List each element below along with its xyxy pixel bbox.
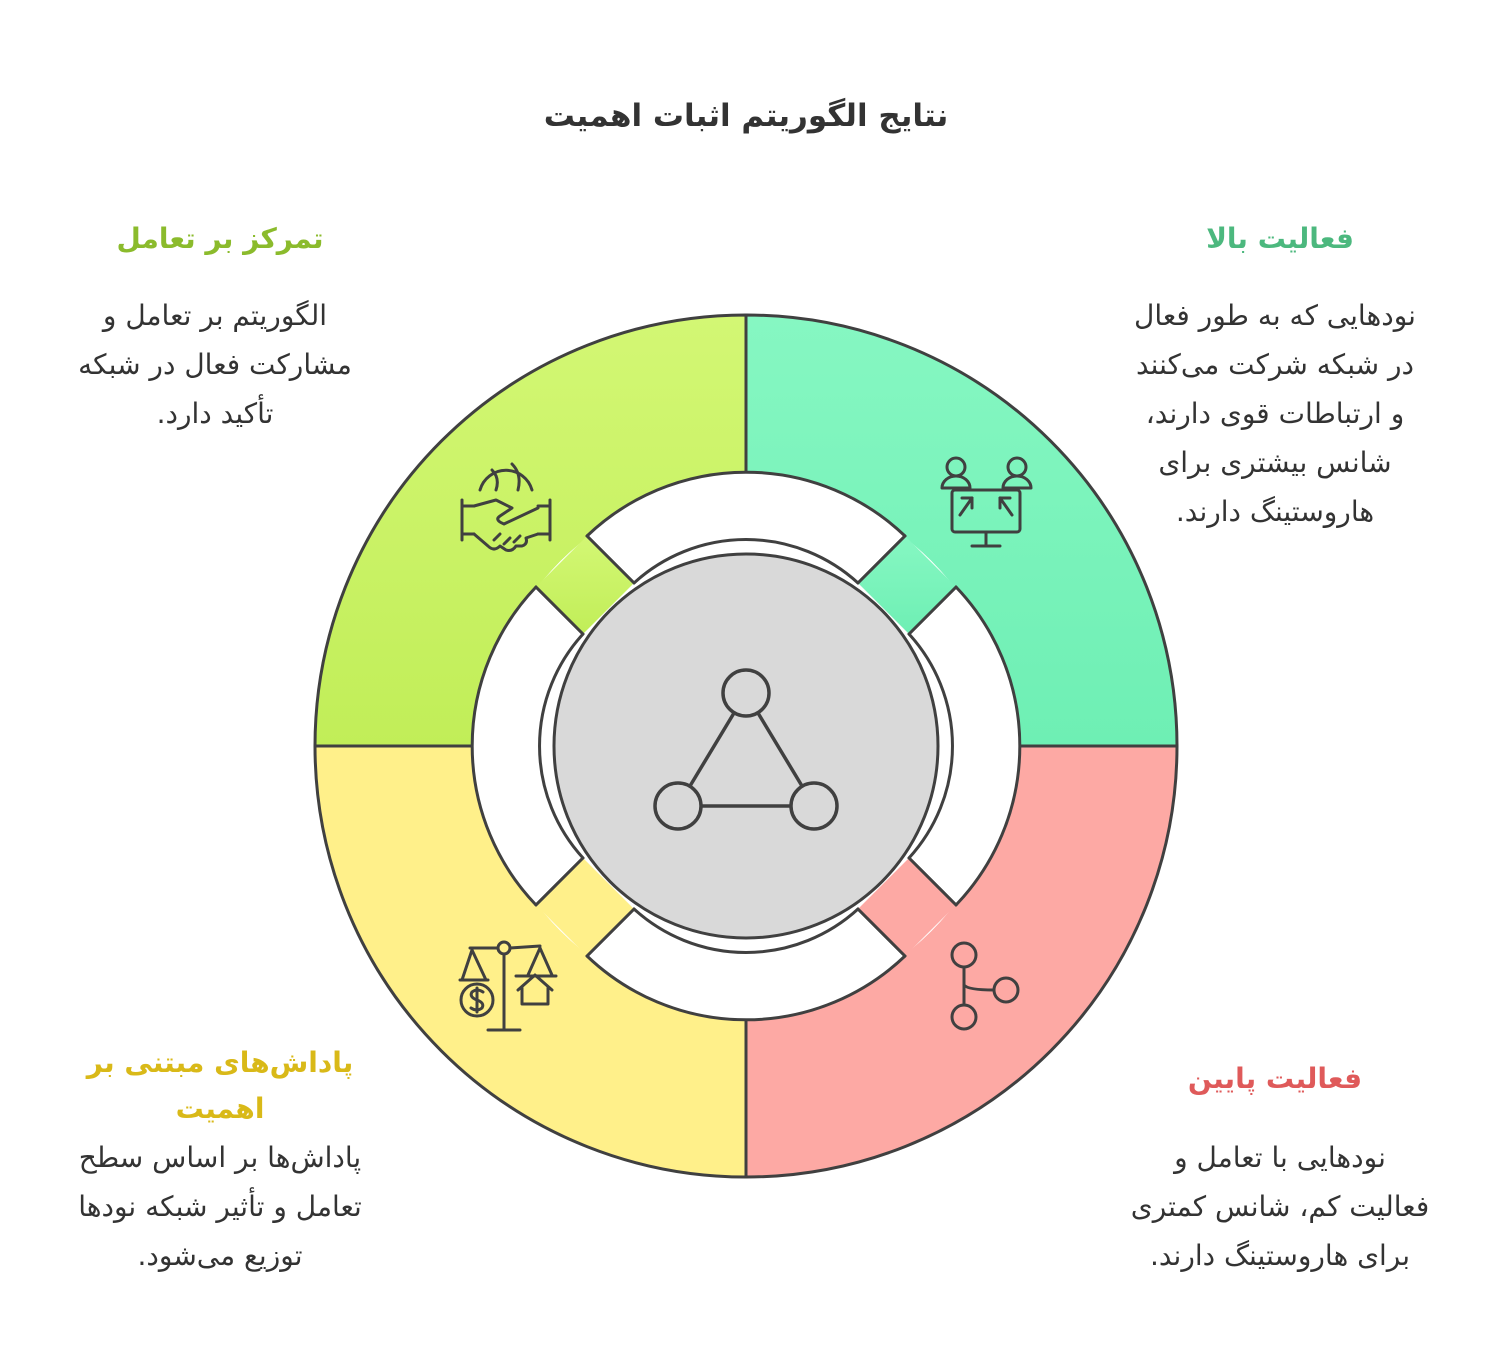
body-line: و ارتباطات قوی دارند، (1145, 397, 1405, 430)
heading-importance-rewards (60, 1040, 380, 1132)
heading-low-activity: فعالیت پایین (1187, 1062, 1363, 1095)
body-line: فعالیت کم، شانس کمتری (1130, 1190, 1430, 1223)
body-high-activity (1090, 291, 1460, 536)
heading-line: پاداش‌های مبتنی بر (86, 1046, 354, 1079)
body-line: مشارکت فعال در شبکه (78, 348, 352, 381)
body-line: تعامل و تأثیر شبکه نودها (78, 1190, 362, 1223)
center-circle (554, 554, 938, 938)
body-line: پاداش‌ها بر اساس سطح (78, 1141, 362, 1174)
body-line: برای هاروستینگ دارند. (1149, 1239, 1411, 1272)
body-line: شانس بیشتری برای (1158, 446, 1392, 479)
body-line: توزیع می‌شود. (137, 1239, 303, 1272)
page-title: نتایج الگوریتم اثبات اهمیت (543, 98, 949, 134)
body-line: نودهایی با تعامل و (1174, 1141, 1386, 1174)
body-line: الگوریتم بر تعامل و (102, 299, 328, 332)
heading-high-activity: فعالیت بالا (1206, 222, 1354, 255)
body-line: نودهایی که به طور فعال (1134, 299, 1416, 332)
heading-engagement-focus: تمرکز بر تعامل (116, 222, 324, 255)
body-line: هاروستینگ دارند. (1175, 495, 1375, 528)
body-engagement-focus (40, 291, 390, 438)
body-line: در شبکه شرکت می‌کنند (1135, 348, 1415, 381)
body-low-activity (1080, 1133, 1480, 1280)
body-line: تأکید دارد. (156, 397, 274, 430)
heading-line: اهمیت (175, 1092, 265, 1125)
body-importance-rewards (30, 1133, 410, 1280)
